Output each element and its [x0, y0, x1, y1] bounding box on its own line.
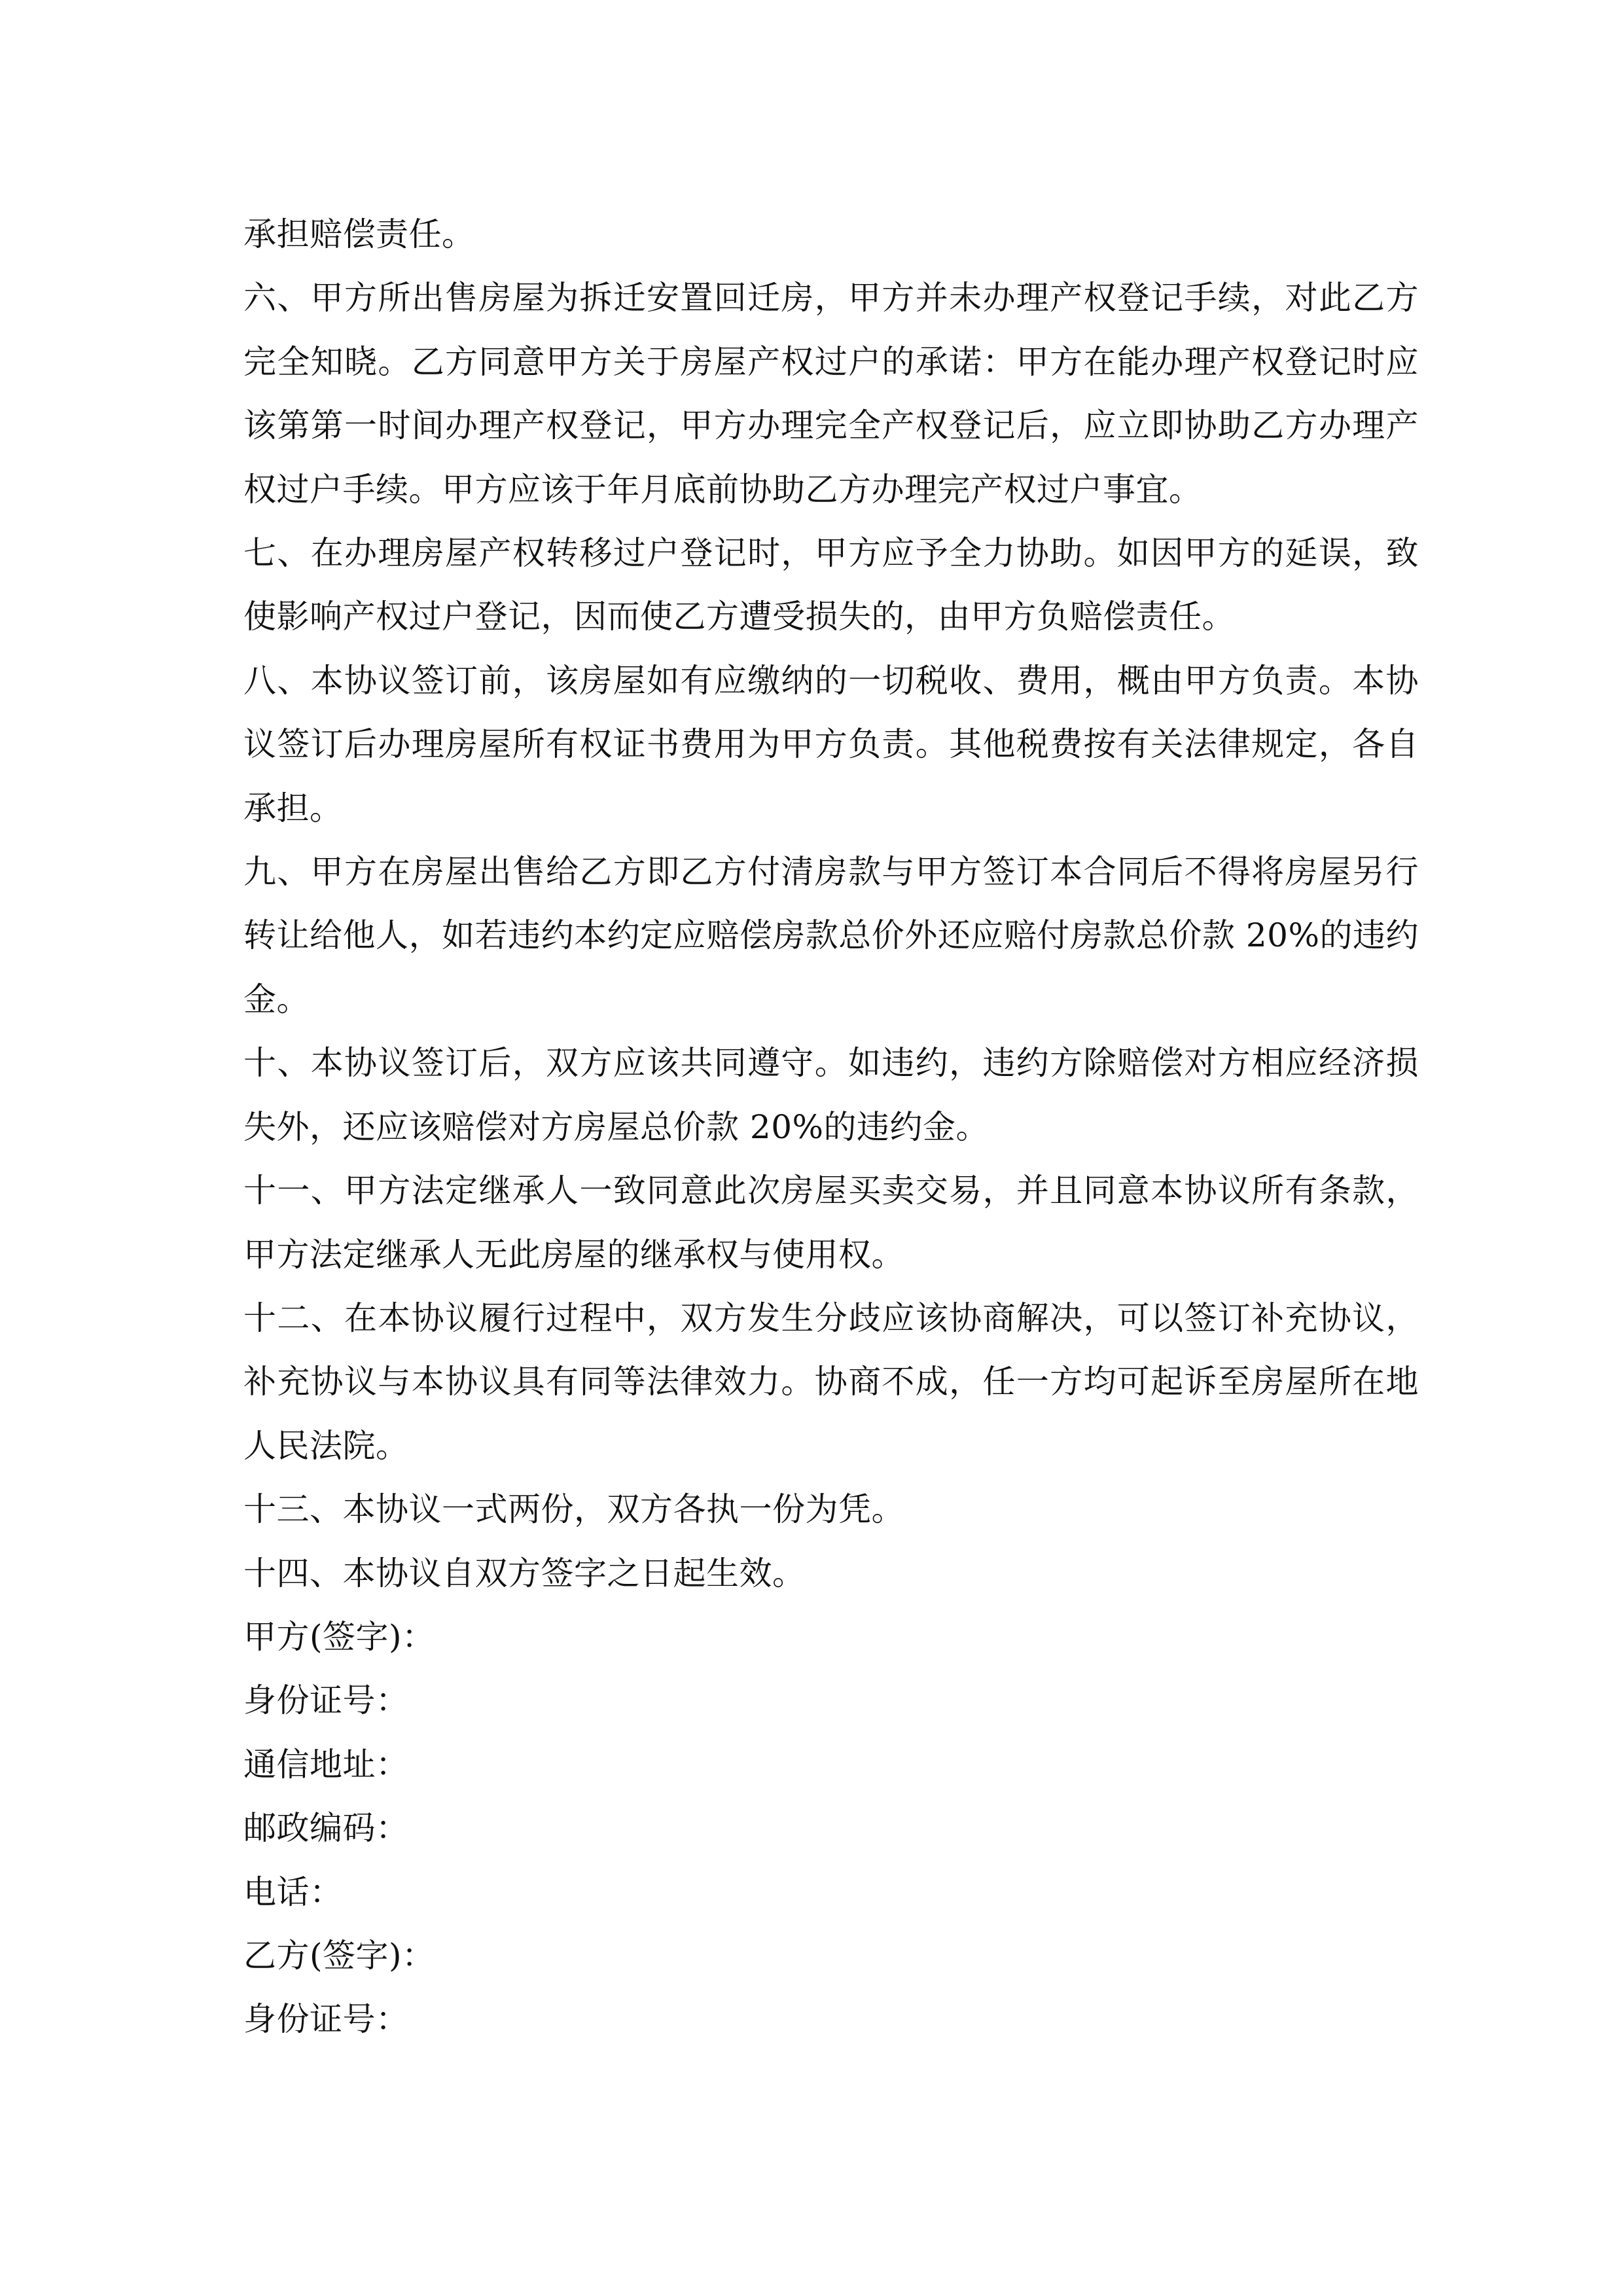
party-b-id-label: 身份证号：: [243, 2000, 409, 2039]
clause-14: 十四、本协议自双方签字之日起生效。: [243, 1554, 806, 1592]
clause-12: 十二、在本协议履行过程中，双方发生分歧应该协商解决，可以签订补充协议，补充协议与本协议具有同等法律效力。协商不成，任一方均可起诉至房屋所在地人民法院。: [243, 1299, 1419, 1465]
document-body: [243, 203, 1419, 2052]
party-a-postcode-label: 邮政编码：: [243, 1809, 409, 1848]
party-a-signature-label: 甲方(签字)：: [243, 1617, 435, 1656]
clause-11: 十一、甲方法定继承人一致同意此次房屋买卖交易，并且同意本协议所有条款，甲方法定继承人无此房屋的继承权与使用权。: [243, 1172, 1419, 1274]
paragraph-continuation: 承担赔偿责任。: [243, 215, 475, 253]
clause-10: 十、本协议签订后，双方应该共同遵守。如违约，违约方除赔偿对方相应经济损失外，还应该赔偿对方房屋总价款 20%的违约金。: [243, 1044, 1419, 1146]
party-a-phone-label: 电话：: [243, 1873, 343, 1911]
clause-6: 六、甲方所出售房屋为拆迁安置回迁房，甲方并未办理产权登记手续，对此乙方完全知晓。乙方同意甲方关于房屋产权过户的承诺：甲方在能办理产权登记时应该第第一时间办理产权登记，甲方办理完全产权登记后，应立即协助乙方办理产权过户手续。甲方应该于年月底前协助乙方办理完产权过户事宜。: [243, 279, 1419, 509]
clause-13: 十三、本协议一式两份，双方各执一份为凭。: [243, 1490, 904, 1529]
party-b-signature-label: 乙方(签字)：: [243, 1936, 435, 1975]
clause-7: 七、在办理房屋产权转移过户登记时，甲方应予全力协助。如因甲方的延误，致使影响产权过户登记，因而使乙方遭受损失的，由甲方负赔偿责任。: [243, 534, 1419, 636]
clause-9: 九、甲方在房屋出售给乙方即乙方付清房款与甲方签订本合同后不得将房屋另行转让给他人，如若违约本约定应赔偿房款总价外还应赔付房款总价款 20%的违约金。: [243, 853, 1419, 1018]
party-a-address-label: 通信地址：: [243, 1745, 409, 1784]
clause-8: 八、本协议签订前，该房屋如有应缴纳的一切税收、费用，概由甲方负责。本协议签订后办理房屋所有权证书费用为甲方负责。其他税费按有关法律规定，各自承担。: [243, 661, 1419, 827]
party-a-id-label: 身份证号：: [243, 1681, 409, 1720]
